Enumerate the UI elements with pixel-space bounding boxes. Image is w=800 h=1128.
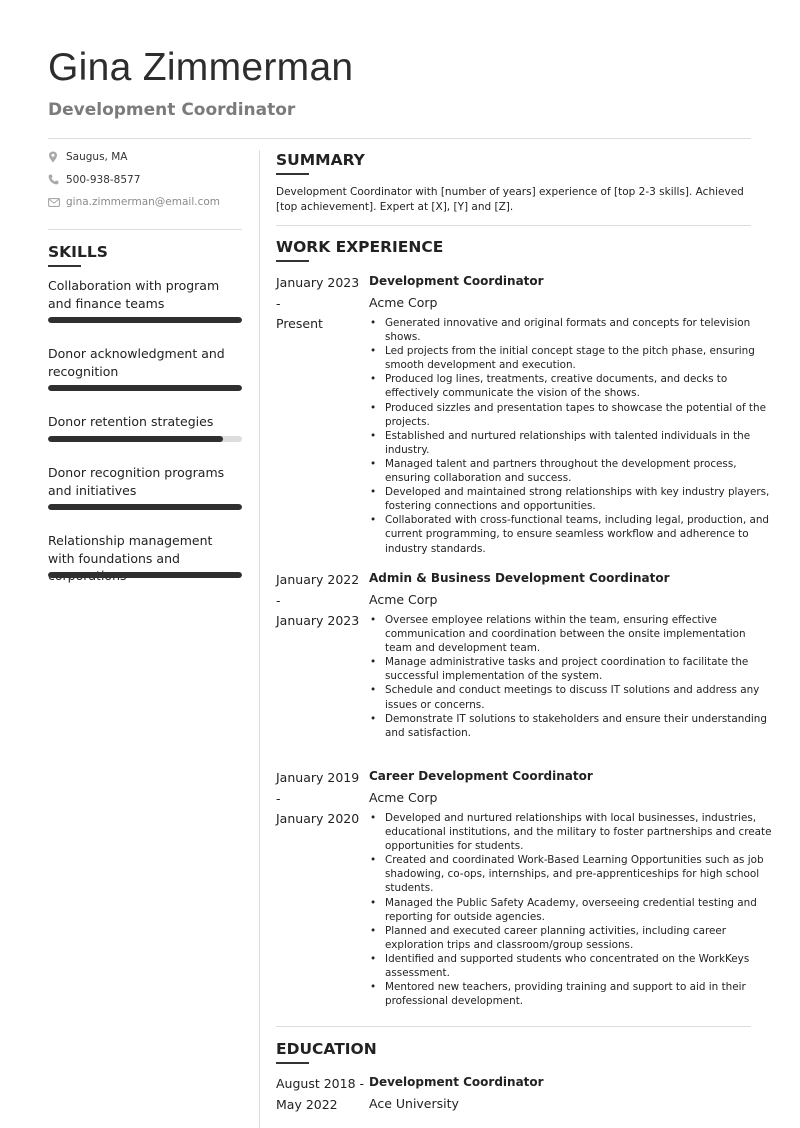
- job-bullet: • Mentored new teachers, providing training and support to aid in their professional development.: [385, 980, 772, 1008]
- education-degree: Development Coordinator: [369, 1075, 544, 1089]
- job-bullet: • Managed talent and partners throughout the development process, ensuring collaboration and success.: [385, 457, 772, 485]
- job-bullet: • Demonstrate IT solutions to stakeholders and ensure their understanding and satisfaction.: [385, 712, 772, 740]
- skill-label: Collaboration with program and finance teams: [48, 278, 220, 311]
- contact-divider: [48, 229, 242, 230]
- skills-heading: SKILLS: [48, 243, 108, 261]
- job-date-end: January 2020: [276, 811, 360, 826]
- experience-heading: WORK EXPERIENCE: [276, 238, 444, 256]
- job-bullet: • Produced log lines, treatments, creative documents, and decks to effectively communicate the vision of the shows.: [385, 372, 772, 400]
- job-date-end: January 2023: [276, 613, 360, 628]
- contact-phone: [48, 169, 243, 192]
- location-text: Saugus, MA: [66, 151, 128, 164]
- education-dates: [276, 1074, 366, 1115]
- candidate-title: Development Coordinator: [48, 100, 296, 120]
- skill-level-bar: [48, 504, 242, 510]
- education-date-end: May 2022: [276, 1096, 338, 1112]
- email-text[interactable]: gina.zimmerman@email.com: [66, 196, 221, 209]
- skill-label: Donor retention strategies: [48, 414, 214, 429]
- skill-level-fill: [48, 504, 242, 510]
- job-bullet: • Schedule and conduct meetings to discuss IT solutions and address any issues or concerns.: [385, 683, 772, 711]
- job-bullets: [369, 811, 772, 1008]
- job-bullet: • Identified and supported students who concentrated on the WorkKeys assessment.: [385, 952, 772, 980]
- skill-level-bar: [48, 385, 242, 391]
- job-date-start: January 2022 -: [276, 572, 360, 608]
- skill-item: [48, 413, 242, 431]
- skill-item: [48, 532, 242, 585]
- job-title: Development Coordinator: [369, 274, 544, 288]
- job-bullet: • Collaborated with cross-functional teams, including legal, production, and current programming, to ensure seamless workflow and adherence to industry standards.: [385, 513, 772, 555]
- job-bullet: • Manage administrative tasks and project coordination to facilitate the successful implementation of the system.: [385, 655, 772, 683]
- summary-heading: SUMMARY: [276, 151, 365, 169]
- phone-text: 500-938-8577: [66, 173, 141, 186]
- email-icon: [48, 196, 66, 208]
- skill-level-fill: [48, 436, 223, 442]
- skill-level-fill: [48, 317, 242, 323]
- job-dates: [276, 273, 366, 335]
- summary-divider: [276, 225, 751, 226]
- job-dates: [276, 570, 366, 632]
- skill-label: Donor acknowledgment and recognition: [48, 346, 225, 379]
- education-underline: [276, 1062, 309, 1064]
- skills-underline: [48, 265, 81, 267]
- job-title: Admin & Business Development Coordinator: [369, 571, 670, 585]
- job-bullet: • Managed the Public Safety Academy, overseeing credential testing and reporting for outside agencies.: [385, 896, 772, 924]
- education-date-start: August 2018 -: [276, 1076, 365, 1091]
- job-bullet: • Generated innovative and original formats and concepts for television shows.: [385, 316, 772, 344]
- education-school: Ace University: [369, 1096, 459, 1111]
- job-bullet: • Planned and executed career planning activities, including career exploration trips and classroom/group sessions.: [385, 924, 772, 952]
- skill-level-bar: [48, 572, 242, 578]
- job-bullet: • Created and coordinated Work-Based Learning Opportunities such as job shadowing, co-ops, internships, and pre-apprenticeships for high school students.: [385, 853, 772, 895]
- contact-location: [48, 146, 243, 169]
- skill-item: [48, 464, 242, 499]
- job-bullet: • Led projects from the initial concept stage to the pitch phase, ensuring smooth development and execution.: [385, 344, 772, 372]
- job-date-start: January 2019 -: [276, 770, 360, 806]
- skill-label: Relationship management with foundations and: [48, 533, 213, 566]
- location-pin-icon: [48, 151, 66, 163]
- job-company: Acme Corp: [369, 592, 438, 607]
- job-bullet: • Developed and maintained strong relationships with key industry players, fostering connections and opportunities.: [385, 485, 772, 513]
- job-bullets: [369, 613, 772, 740]
- job-date-start: January 2023 -: [276, 275, 360, 311]
- job-bullet: • Oversee employee relations within the team, ensuring effective communication and coordination between the onsite implementation team and development team.: [385, 613, 772, 655]
- contact-email[interactable]: [48, 191, 243, 214]
- skill-item: [48, 345, 242, 380]
- job-company: Acme Corp: [369, 295, 438, 310]
- skill-label: Donor recognition programs and initiatives: [48, 465, 225, 498]
- skill-item: [48, 277, 242, 312]
- header-divider: [48, 138, 751, 139]
- candidate-name: Gina Zimmerman: [48, 46, 354, 89]
- skill-level-fill: [48, 572, 242, 578]
- job-dates: [276, 768, 366, 830]
- phone-icon: [48, 174, 66, 186]
- summary-text: Development Coordinator with [number of years] experience of [top 2-3 skills]. Achieved [top achievement]. Expert at [X], [Y] and [Z].: [276, 186, 744, 213]
- experience-underline: [276, 260, 309, 262]
- job-date-end: Present: [276, 316, 323, 331]
- job-title: Career Development Coordinator: [369, 769, 593, 783]
- summary-underline: [276, 173, 309, 175]
- skill-level-bar: [48, 317, 242, 323]
- skill-level-bar: [48, 436, 242, 442]
- job-bullet: • Produced sizzles and presentation tapes to showcase the potential of the projects.: [385, 401, 772, 429]
- job-bullet: • Established and nurtured relationships with talented individuals in the industry.: [385, 429, 772, 457]
- skill-level-fill: [48, 385, 242, 391]
- job-bullets: [369, 316, 772, 556]
- education-heading: EDUCATION: [276, 1040, 377, 1058]
- experience-divider: [276, 1026, 751, 1027]
- column-divider: [259, 150, 260, 1128]
- job-company: Acme Corp: [369, 790, 438, 805]
- job-bullet: • Developed and nurtured relationships with local businesses, industries, educational institutions, and the military to foster partnerships and create opportunities for students.: [385, 811, 772, 853]
- contact-block: [48, 146, 243, 214]
